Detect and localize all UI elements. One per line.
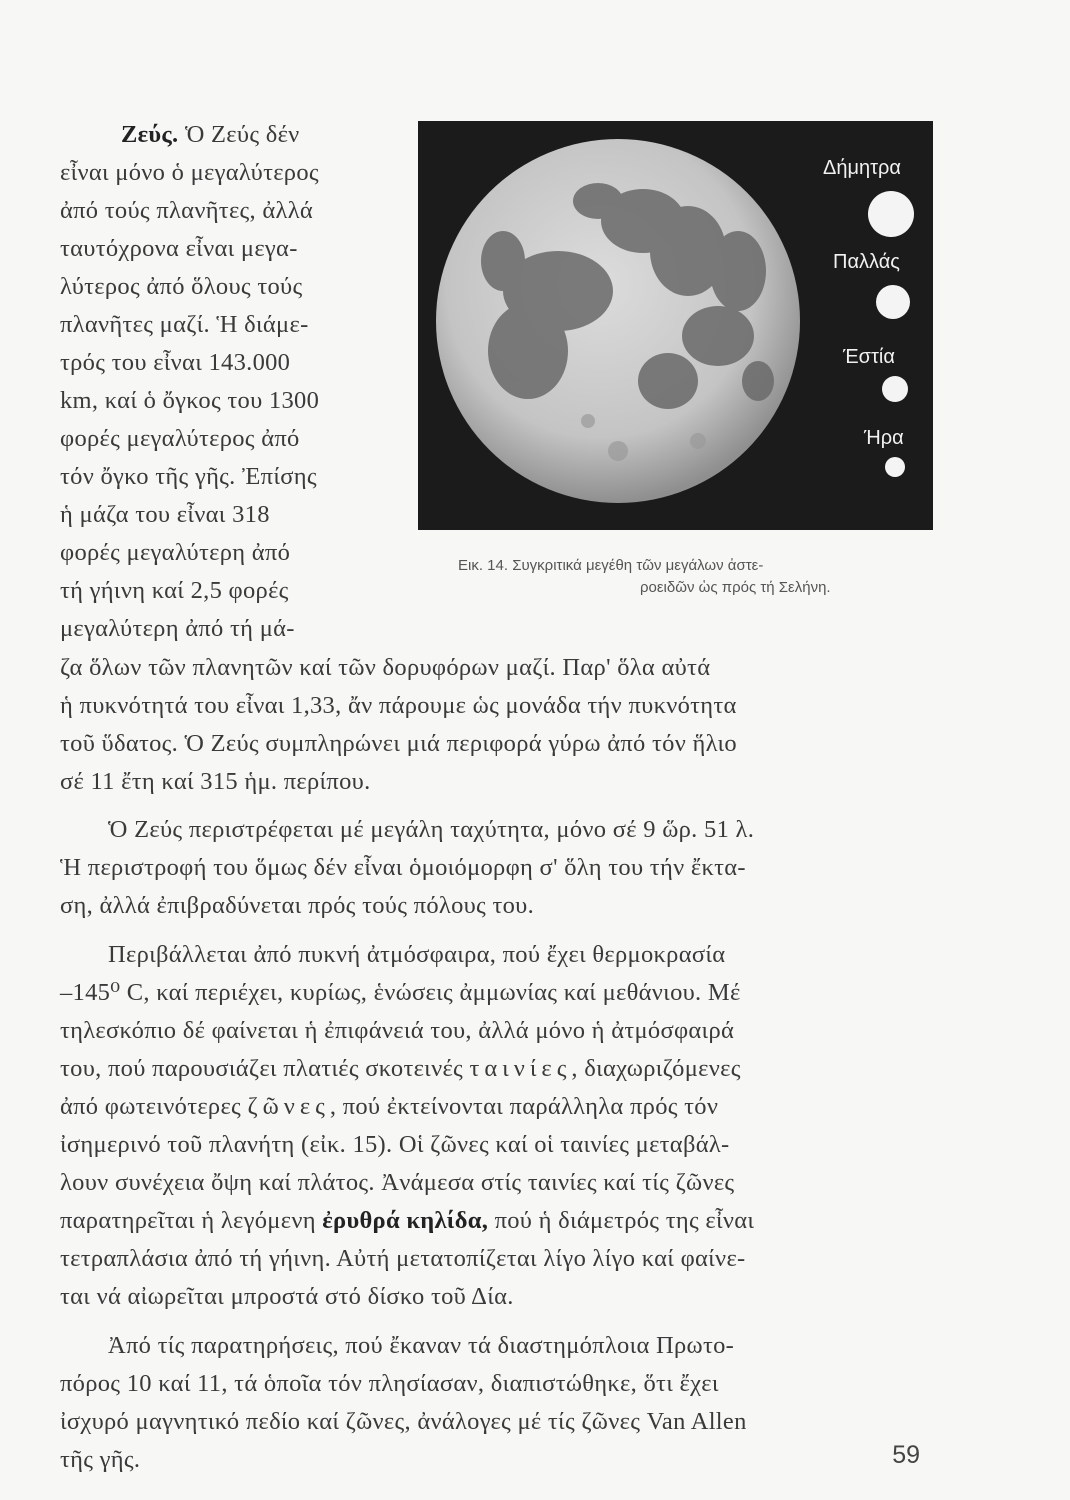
p3-line-9: τετραπλάσια ἀπό τή γήινη. Αὐτή μετατοπίζεται λίγο λίγο καί φαίνε-	[60, 1245, 746, 1272]
intro-line-9: τόν ὄγκο τῆς γῆς. Ἐπίσης	[60, 463, 317, 490]
p4-line-1: Ἀπό τίς παρατηρήσεις, πού ἔκαναν τά διαστημόπλοια Πρωτο-	[108, 1332, 735, 1359]
asteroid-label-pallas: Παλλάς	[833, 251, 900, 273]
p4-line-3: ἰσχυρό μαγνητικό πεδίο καί ζῶνες, ἀνάλογες μέ τίς ζῶνες Van Allen	[60, 1408, 747, 1435]
intro-line-1: εἶναι μόνο ὁ μεγαλύτερος	[60, 159, 319, 186]
p3-line-3: τηλεσκόπιο δέ φαίνεται ἡ ἐπιφάνειά του, ἀλλά μόνο ἡ ἀτμόσφαιρά	[60, 1017, 735, 1044]
p3-line-7: λουν συνέχεια ὄψη καί πλάτος. Ἀνάμεσα στίς ταινίες καί τίς ζῶνες	[60, 1169, 735, 1196]
moon-asteroids-figure	[418, 121, 933, 530]
p2-line-3: ση, ἀλλά ἐπιβραδύνεται πρός τούς πόλους του.	[60, 892, 535, 919]
p1-line-1: ζα ὅλων τῶν πλανητῶν καί τῶν δορυφόρων μαζί. Παρ' ὅλα αὐτά	[60, 654, 711, 681]
p1-line-4: σέ 11 ἔτη καί 315 ἡμ. περίπου.	[60, 768, 371, 795]
asteroid-label-vesta: Έστία	[843, 346, 895, 368]
moon-image	[418, 121, 933, 530]
asteroid-label-ceres: Δήμητρα	[823, 157, 901, 179]
p3-line-8c: πού ἡ διάμετρός της εἶναι	[494, 1207, 755, 1234]
p1-line-2: ἡ πυκνότητά του εἶναι 1,33, ἄν πάρουμε ὡς μονάδα τήν πυκνότητα	[60, 692, 737, 719]
intro-line-8: φορές μεγαλύτερος ἀπό	[60, 425, 300, 452]
p3-line-1: Περιβάλλεται ἀπό πυκνή ἀτμόσφαιρα, πού ἔχει θερμοκρασία	[108, 941, 726, 968]
juno-disc	[885, 457, 905, 477]
term-zones: ζῶνες	[247, 1093, 330, 1120]
vesta-disc	[882, 376, 908, 402]
intro-line-6: τρός του εἶναι 143.000	[60, 349, 291, 376]
intro-line-4: λύτερος ἀπό ὅλους τούς	[60, 273, 303, 300]
asteroid-label-juno: Ήρα	[864, 427, 904, 449]
p3-line-4a: του, πού παρουσιάζει πλατιές σκοτεινές	[60, 1055, 464, 1082]
p3-line-4c: , διαχωριζόμενες	[571, 1055, 741, 1082]
pallas-disc	[876, 285, 910, 319]
term-tainies: ταινίες	[469, 1055, 572, 1082]
figure-caption-line-1: Εικ. 14. Συγκριτικά μεγέθη τῶν μεγάλων ἀστε-	[458, 557, 764, 574]
intro-first-line	[121, 116, 300, 154]
p1-line-3: τοῦ ὕδατος. Ὁ Ζεύς συμπληρώνει μιά περιφορά γύρω ἀπό τόν ἥλιο	[60, 730, 737, 757]
p3-line-8a: παρατηρεῖται ἡ λεγόμενη	[60, 1207, 316, 1234]
intro-line-5: πλανῆτες μαζί. Ἡ διάμε-	[60, 311, 309, 338]
p3-line-4	[60, 1050, 741, 1088]
p3-line-8	[60, 1202, 754, 1240]
intro-line-0: Ὁ Ζεύς δέν	[184, 121, 300, 148]
section-title: Ζεύς.	[121, 121, 179, 148]
ceres-disc	[868, 191, 914, 237]
figure-caption-line-2: ροειδῶν ὡς πρός τή Σελήνη.	[640, 579, 831, 596]
page-number: 59	[892, 1441, 920, 1469]
p3-line-2: –145⁰ C, καί περιέχει, κυρίως, ἑνώσεις ἀμμωνίας καί μεθάνιου. Μέ	[60, 979, 741, 1006]
intro-line-11: φορές μεγαλύτερη ἀπό	[60, 539, 291, 566]
p3-line-10: ται νά αἰωρεῖται μπροστά στό δίσκο τοῦ Δία.	[60, 1283, 514, 1310]
p2-line-2: Ἡ περιστροφή του ὅμως δέν εἶναι ὁμοιόμορφη σ' ὅλη του τήν ἔκτα-	[60, 854, 746, 881]
intro-line-12: τή γήινη καί 2,5 φορές	[60, 577, 289, 604]
p3-line-5a: ἀπό φωτεινότερες	[60, 1093, 242, 1120]
intro-line-2: ἀπό τούς πλανῆτες, ἀλλά	[60, 197, 314, 224]
intro-line-7: km, καί ὁ ὄγκος του 1300	[60, 387, 320, 414]
p3-line-5	[60, 1088, 718, 1126]
term-red-spot: ἐρυθρά κηλίδα,	[322, 1207, 489, 1234]
p3-line-5c: , πού ἐκτείνονται παράλληλα πρός τόν	[329, 1093, 719, 1120]
intro-line-10: ἡ μάζα του εἶναι 318	[60, 501, 270, 528]
p2-line-1: Ὁ Ζεύς περιστρέφεται μέ μεγάλη ταχύτητα, μόνο σέ 9 ὥρ. 51 λ.	[108, 816, 755, 843]
intro-line-3: ταυτόχρονα εἶναι μεγα-	[60, 235, 298, 262]
p4-line-4: τῆς γῆς.	[60, 1446, 141, 1473]
intro-line-13: μεγαλύτερη ἀπό τή μά-	[60, 615, 295, 642]
p4-line-2: πόρος 10 καί 11, τά ὁποῖα τόν πλησίασαν, διαπιστώθηκε, ὅτι ἔχει	[60, 1370, 719, 1397]
p3-line-6: ἰσημερινό τοῦ πλανήτη (εἰκ. 15). Οἱ ζῶνες καί οἱ ταινίες μεταβάλ-	[60, 1131, 730, 1158]
